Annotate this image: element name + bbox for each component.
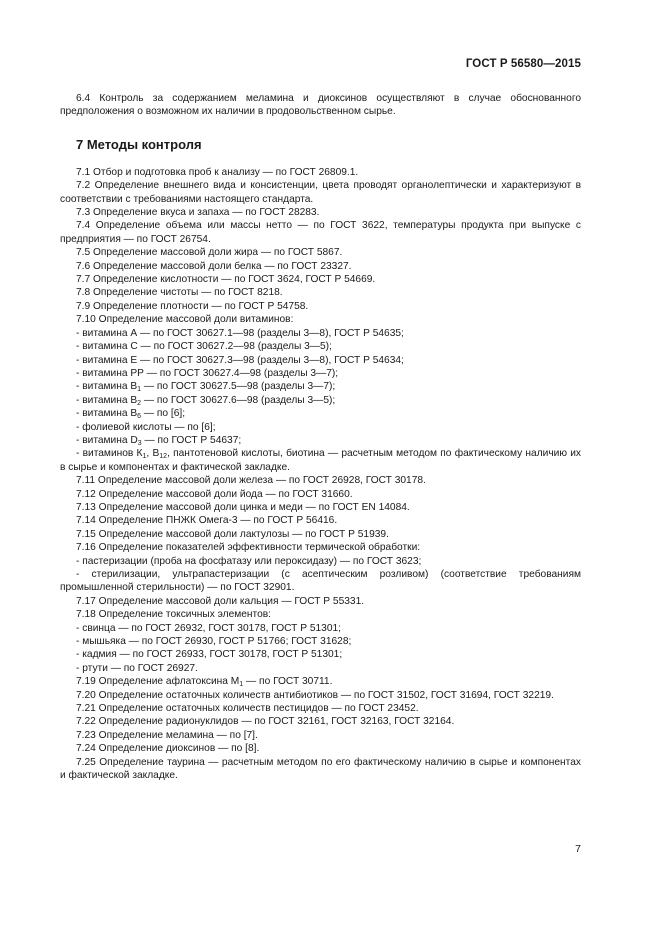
- list-item: 7.23 Определение меламина — по [7].: [76, 729, 258, 741]
- list-subitem: [60, 568, 581, 595]
- list-item: 7.11 Определение массовой доли железа — по ГОСТ 26928, ГОСТ 30178.: [76, 475, 426, 487]
- document-body: [60, 92, 581, 783]
- text-segment: — по ГОСТ 30627.6—98 (разделы 3—5);: [141, 394, 336, 406]
- list-item: 7.10 Определение массовой доли витаминов:: [76, 314, 294, 326]
- text-segment: - витамина В: [76, 381, 138, 393]
- subscript: 2: [137, 399, 142, 407]
- text-segment: - мышьяка — по ГОСТ 26930, ГОСТ Р 51766; ГОСТ 31628;: [76, 636, 352, 648]
- list-item: 7.18 Определение токсичных элементов:: [76, 609, 271, 621]
- subscript: 1: [137, 386, 142, 394]
- text-segment: - стерилизации, ультрапастеризации (с асептическим розливом) (соответствие требованиям промышленной стерильности) — по ГОСТ 32901.: [60, 569, 581, 594]
- list-item: 7.3 Определение вкуса и запаха — по ГОСТ 28283.: [76, 207, 320, 219]
- section-title: 7 Методы контроля: [76, 136, 202, 152]
- text-segment: , В: [146, 448, 160, 460]
- list-subitem: [60, 648, 581, 661]
- subscript: 1: [239, 681, 244, 689]
- list-item: 7.5 Определение массовой доли жира — по ГОСТ 5867.: [76, 247, 343, 259]
- list-item: 7.21 Определение остаточных количеств пестицидов — по ГОСТ 23452.: [76, 703, 419, 715]
- list-item: 7.17 Определение массовой доли кальция — ГОСТ Р 55331.: [76, 595, 365, 607]
- text-segment: - витамина D: [76, 434, 138, 446]
- document-standard-number: ГОСТ Р 56580—2015: [465, 58, 581, 70]
- list-subitem: [60, 380, 581, 393]
- list-subitem: [60, 421, 581, 434]
- list-subitem: [60, 394, 581, 407]
- text-segment: - витаминов К: [76, 448, 143, 460]
- text-segment: - витамина С — по ГОСТ 30627.2—98 (разделы 3—5);: [76, 341, 332, 353]
- list-subitem: [60, 327, 581, 340]
- subscript: 1: [142, 453, 147, 461]
- list-subitem: [60, 340, 581, 353]
- text-segment: — по ГОСТ Р 54637;: [141, 434, 242, 446]
- list-item: 7.9 Определение плотности — по ГОСТ Р 54758.: [76, 300, 309, 312]
- list-subitem: [60, 367, 581, 380]
- list-item: 7.22 Определение радионуклидов — по ГОСТ 32161, ГОСТ 32163, ГОСТ 32164.: [76, 716, 455, 728]
- list-subitem: [60, 662, 581, 675]
- list-subitem: [60, 354, 581, 367]
- list-subitem: [60, 447, 581, 474]
- text-segment: - фолиевой кислоты — по [6];: [76, 421, 216, 433]
- text-segment: — по ГОСТ 30711.: [243, 676, 333, 688]
- list-subitem: [60, 635, 581, 648]
- list-item: 7.14 Определение ПНЖК Омега-3 — по ГОСТ Р 56416.: [76, 515, 338, 527]
- text-segment: , пантотеновой кислоты, биотина — расчетным методом по фактическому наличию их в сырье и компонентах и фактической закладке.: [60, 448, 581, 473]
- list-item: 7.12 Определение массовой доли йода — по ГОСТ 31660.: [76, 488, 353, 500]
- page-number: 7: [575, 843, 581, 855]
- list-subitem: [60, 434, 581, 447]
- list-item: 7.20 Определение остаточных количеств антибиотиков — по ГОСТ 31502, ГОСТ 31694, ГОСТ 32219.: [76, 689, 554, 701]
- list-item: 7.2 Определение внешнего вида и консистенции, цвета проводят органолептически и характеризуют в соответствии с требованиями настоящего стандарта.: [60, 180, 581, 205]
- list-item: 7.13 Определение массовой доли цинка и меди — по ГОСТ EN 14084.: [76, 501, 410, 513]
- list-item: 7.8 Определение чистоты — по ГОСТ 8218.: [76, 287, 283, 299]
- text-segment: 7.19 Определение афлатоксина М: [76, 676, 240, 688]
- text-segment: - витамина В: [76, 408, 138, 420]
- list-item: 7.7 Определение кислотности — по ГОСТ 3624, ГОСТ Р 54669.: [76, 274, 376, 286]
- text-segment: - витамина А — по ГОСТ 30627.1—98 (разделы 3—8), ГОСТ Р 54635;: [76, 327, 404, 339]
- list-subitem: [60, 407, 581, 420]
- text-segment: - ртути — по ГОСТ 26927.: [76, 662, 198, 674]
- text-segment: - витамина РР — по ГОСТ 30627.4—98 (разделы 3—7);: [76, 367, 339, 379]
- subscript: 6: [137, 413, 142, 421]
- subscript: 12: [159, 453, 168, 461]
- list-subitem: [60, 622, 581, 635]
- list-item: 7.1 Отбор и подготовка проб к анализу — по ГОСТ 26809.1.: [76, 166, 359, 178]
- list-item: 7.15 Определение массовой доли лактулозы — по ГОСТ Р 51939.: [76, 528, 389, 540]
- text-segment: - витамина В: [76, 394, 138, 406]
- text-segment: - кадмия — по ГОСТ 26933, ГОСТ 30178, ГОСТ Р 51301;: [76, 649, 343, 661]
- list-item: 7.4 Определение объема или массы нетто — по ГОСТ 3622, температуры продукта при выпуске с предприятия — по ГОСТ 26754.: [60, 220, 581, 245]
- text-segment: — по [6];: [141, 408, 186, 420]
- list-subitem: [60, 555, 581, 568]
- list-item: [60, 675, 581, 688]
- text-segment: - пастеризации (проба на фосфатазу или пероксидазу) — по ГОСТ 3623;: [76, 555, 422, 567]
- paragraph-6-4: 6.4 Контроль за содержанием меламина и диоксинов осуществляют в случае обоснованного предположения о возможном их наличии в продовольственном сырье.: [60, 93, 581, 118]
- list-item: 7.6 Определение массовой доли белка — по ГОСТ 23327.: [76, 260, 352, 272]
- subscript: 3: [137, 439, 142, 447]
- list-item: 7.16 Определение показателей эффективности термической обработки:: [76, 542, 421, 554]
- text-segment: — по ГОСТ 30627.5—98 (разделы 3—7);: [141, 381, 336, 393]
- list-item: 7.25 Определение таурина — расчетным методом по его фактическому наличию в сырье и компонентах и фактической закладке.: [60, 756, 581, 782]
- list-item: 7.24 Определение диоксинов — по [8].: [76, 743, 260, 755]
- text-segment: - свинца — по ГОСТ 26932, ГОСТ 30178, ГОСТ Р 51301;: [76, 622, 341, 634]
- text-segment: - витамина Е — по ГОСТ 30627.3—98 (разделы 3—8), ГОСТ Р 54634;: [76, 354, 404, 366]
- section-items: [60, 166, 581, 783]
